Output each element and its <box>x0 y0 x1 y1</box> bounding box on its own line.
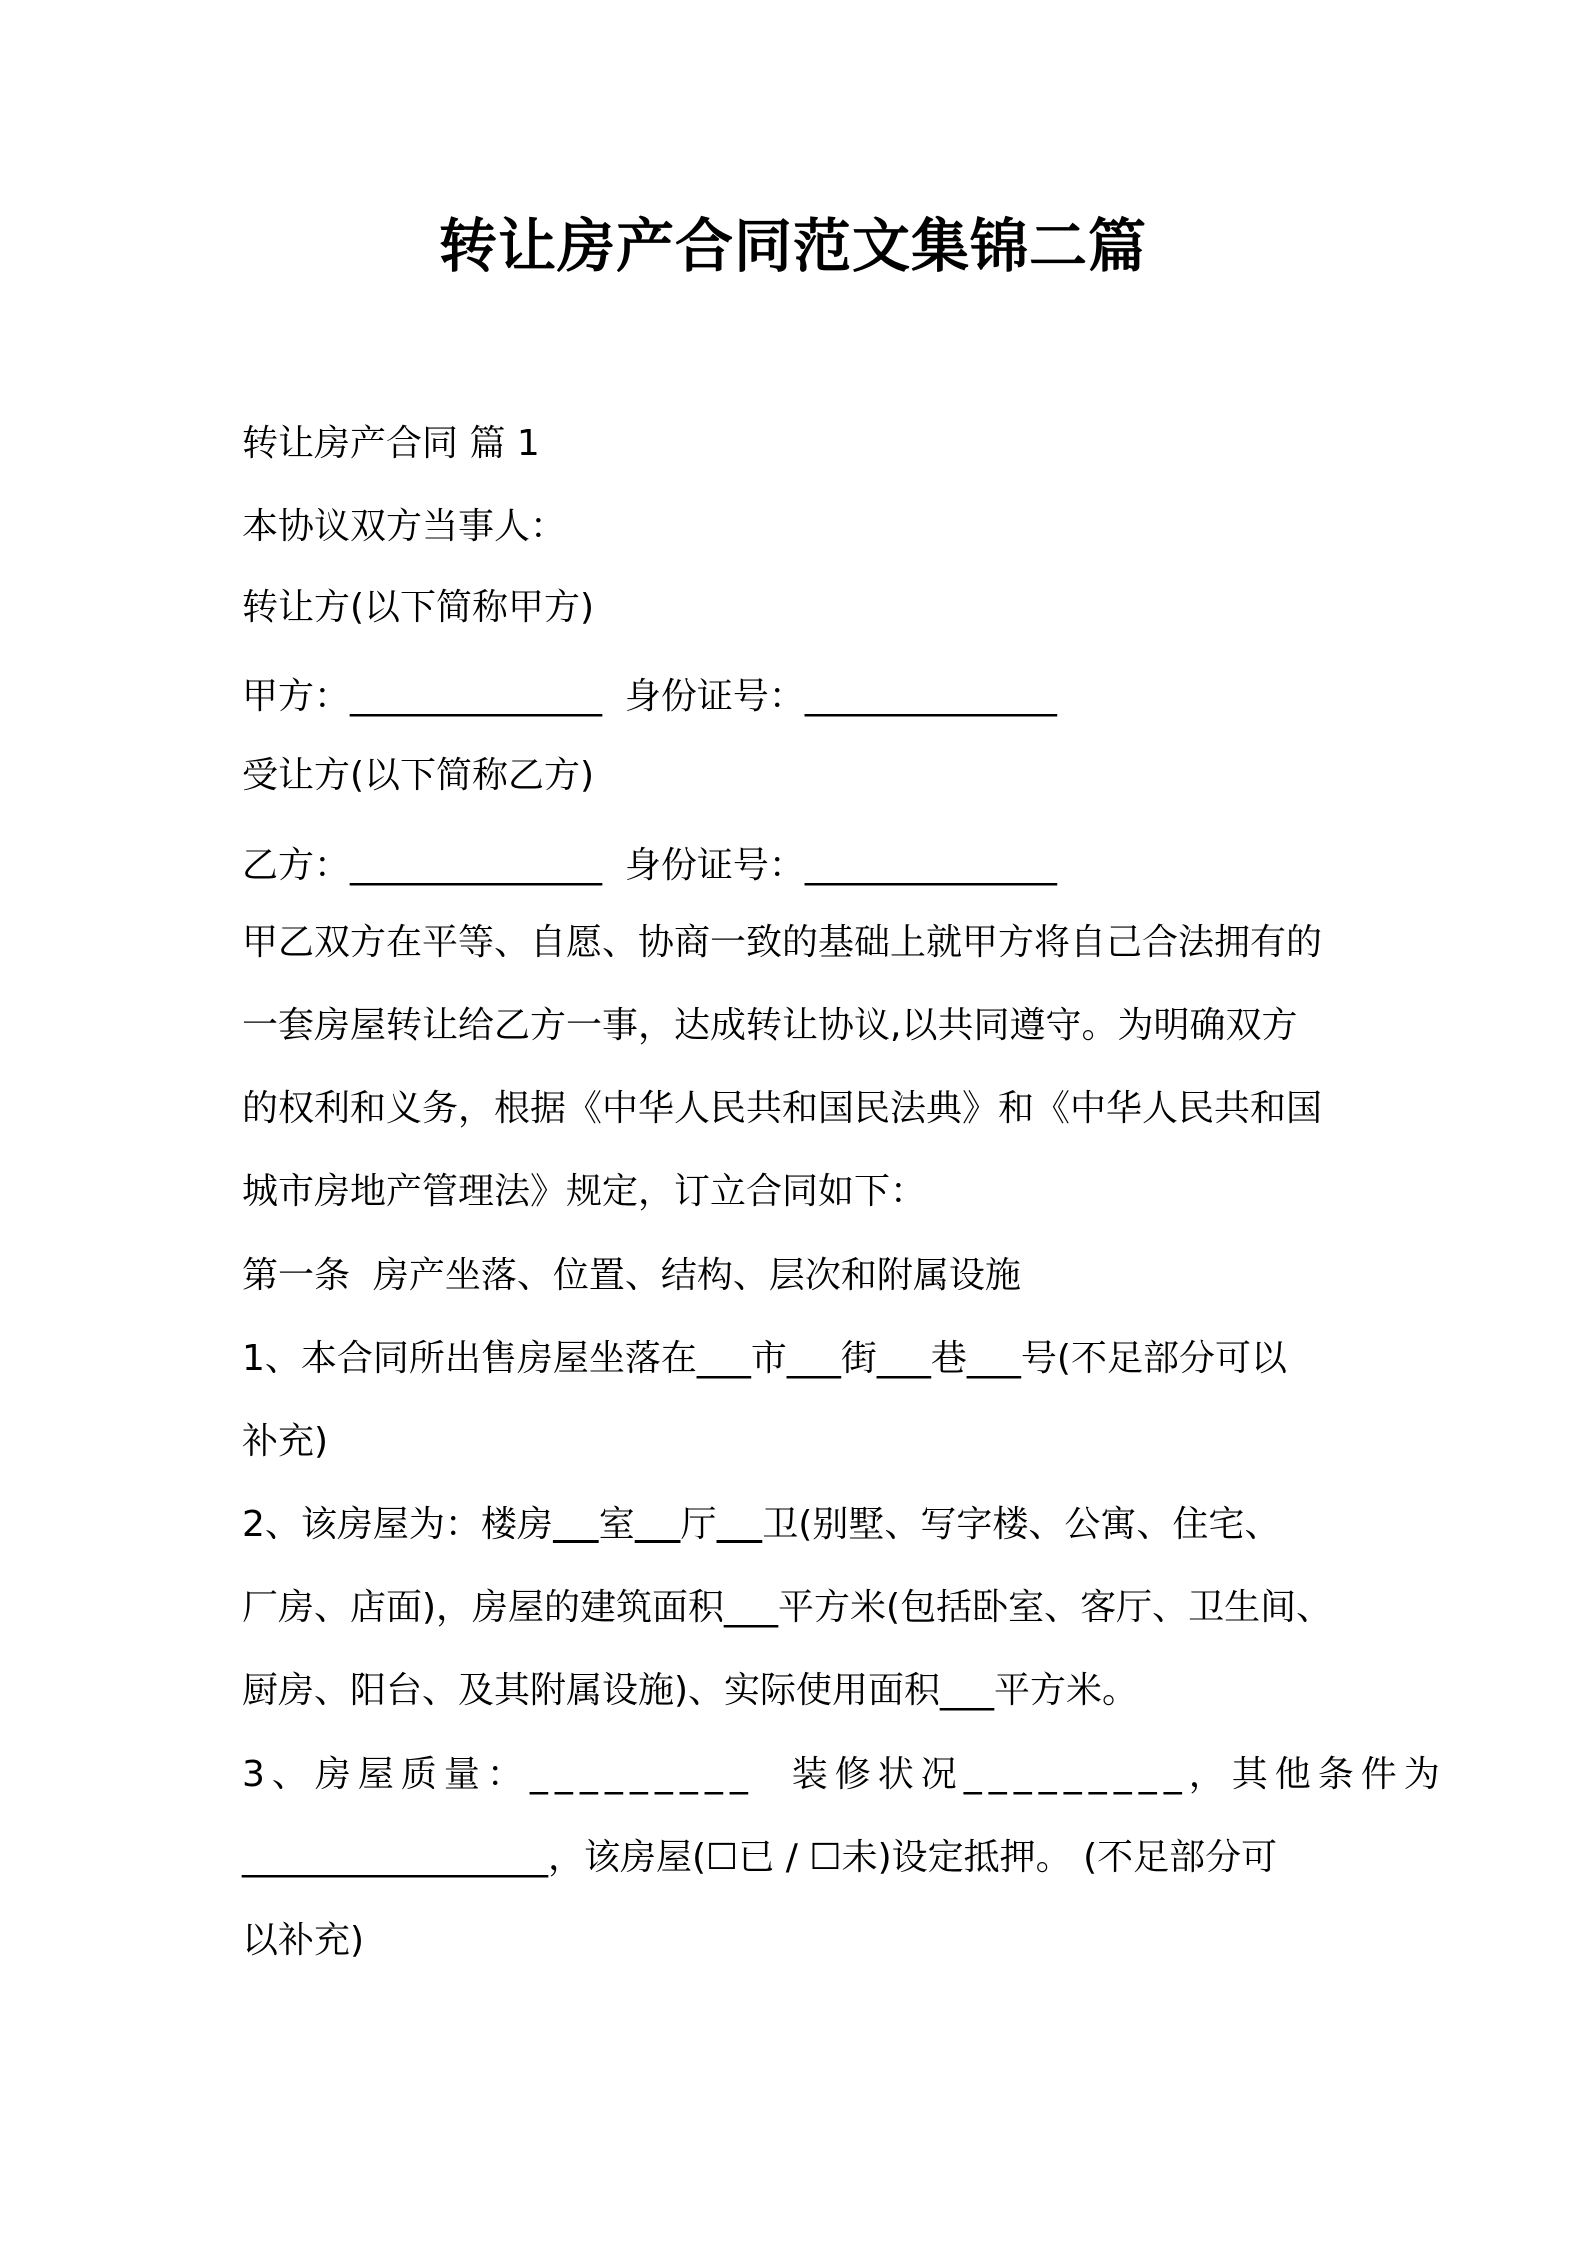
clause-3-line-2: _________________，该房屋(☐已 / ☐未)设定抵押。 (不足部分可 <box>242 1837 1278 1878</box>
transferor-label: 转让方(以下简称甲方) <box>242 587 595 628</box>
clause-2-line-3: 厨房、阳台、及其附属设施)、实际使用面积___平方米。 <box>242 1670 1139 1711</box>
article-one-heading: 第一条 房产坐落、位置、结构、层次和附属设施 <box>242 1255 1021 1296</box>
document-title: 转让房产合同范文集锦二篇 <box>438 212 1147 280</box>
bath-count-blank <box>717 1504 763 1545</box>
parties-intro: 本协议双方当事人： <box>242 506 567 547</box>
hall-count-blank <box>635 1504 681 1545</box>
clause-2-rest: 卫(别墅、写字楼、公寓、住宅、 <box>762 1504 1281 1545</box>
preamble-line-1: 甲乙双方在平等、自愿、协商一致的基础上就甲方将自己合法拥有的 <box>242 922 1323 963</box>
room-count-blank <box>553 1504 599 1545</box>
clause-2-prefix: 2、该房屋为：楼房 <box>242 1504 553 1545</box>
clause-3-line-3: 以补充) <box>242 1920 365 1961</box>
section-heading: 转让房产合同 篇 1 <box>242 423 540 464</box>
hall-label: 厅 <box>680 1504 717 1545</box>
clause-1-line-2: 补充) <box>242 1421 329 1462</box>
clause-2-line-2: 厂房、店面)，房屋的建筑面积___平方米(包括卧室、客厅、卫生间、 <box>242 1587 1333 1628</box>
clause-1-line-1: 1、本合同所出售房屋坐落在___市___街___巷___号(不足部分可以 <box>242 1338 1287 1379</box>
room-label: 室 <box>598 1504 635 1545</box>
clause-3-line-1: 3、房屋质量：_________ 装修状况_________，其他条件为 <box>242 1754 1447 1795</box>
preamble-line-4: 城市房地产管理法》规定，订立合同如下： <box>242 1171 927 1212</box>
preamble-line-2: 一套房屋转让给乙方一事，达成转让协议,以共同遵守。为明确双方 <box>242 1005 1298 1046</box>
party-a-fields: 甲方：______________ 身份证号：______________ <box>242 676 1057 717</box>
transferee-label: 受让方(以下简称乙方) <box>242 755 595 796</box>
preamble-line-3: 的权利和义务，根据《中华人民共和国民法典》和《中华人民共和国 <box>242 1088 1323 1129</box>
party-b-fields: 乙方：______________ 身份证号：______________ <box>242 845 1057 886</box>
clause-2-line-1 <box>242 1501 1280 1549</box>
